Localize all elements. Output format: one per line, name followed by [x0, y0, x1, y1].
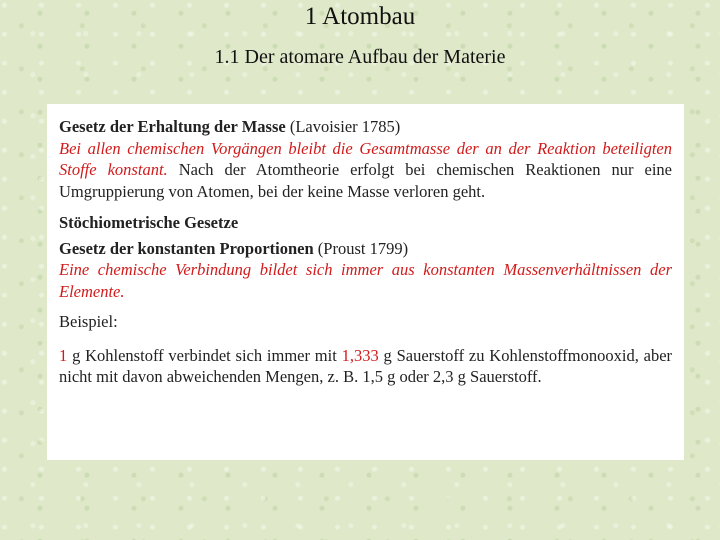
- example-text-part2: g Sauerstoff zu Kohlenstoffmonooxid, aber nicht mit davon abweichenden Mengen, z. B. 1,5 g oder 2,3 g Sauerstoff.: [59, 345, 673, 386]
- law-name: Gesetz der konstanten Proportionen: [59, 238, 314, 258]
- example-value-oxygen: 1,333: [341, 345, 379, 365]
- example-text-part1: g Kohlenstoff verbindet sich immer mit: [72, 345, 337, 365]
- law-statement-paragraph: [59, 138, 672, 203]
- example-label: Beispiel:: [59, 312, 118, 331]
- example-value-carbon: 1: [59, 345, 68, 365]
- law-name: Gesetz der Erhaltung der Masse: [59, 117, 286, 136]
- example-text: [59, 345, 672, 388]
- law-author: (Proust 1799): [317, 238, 409, 258]
- law-statement: Bei allen chemischen Vorgängen bleibt die Gesamtmasse der an der Reaktion beteiligten Stoffe konstant.: [59, 138, 672, 179]
- slide-title: 1 Atombau: [304, 3, 416, 30]
- law-conservation-of-mass: [59, 116, 672, 138]
- section-heading: Stöchiometrische Gesetze: [59, 213, 239, 232]
- slide-subtitle: 1.1 Der atomare Aufbau der Materie: [214, 46, 506, 68]
- law-constant-proportions: [59, 238, 672, 260]
- content-box: [47, 104, 684, 460]
- law-statement: Eine chemische Verbindung bildet sich immer aus konstanten Massenverhältnissen der Elemente.: [59, 260, 672, 301]
- law-explanation: Nach der Atomtheorie erfolgt bei chemischen Reaktionen nur eine Umgruppierung von Atomen, bei der keine Masse verloren geht.: [59, 160, 672, 201]
- law-author: (Lavoisier 1785): [289, 117, 401, 136]
